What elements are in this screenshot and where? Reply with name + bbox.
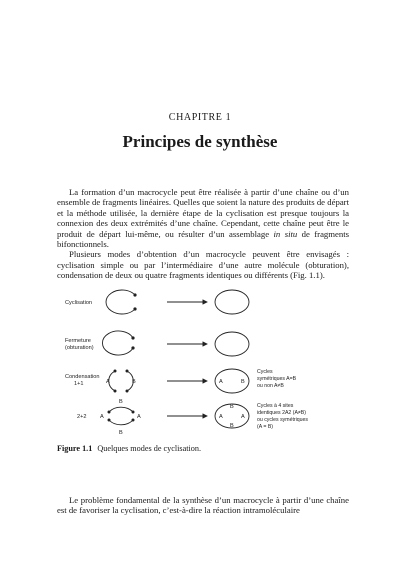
paragraph-2: Plusieurs modes d’obtention d’un macrocycle peuvent être envisagés : cyclisation simple ou par l’intermédiaire d’une autre molécule (obturation), condensation de deux ou quatre fragments identiques ou différents (Fig. 1.1). [57, 249, 349, 281]
figure-number: Figure 1.1 [57, 444, 93, 453]
note-4-line-2: identiques 2A2 (A≠B) [257, 410, 306, 416]
row-label-cyclisation: Cyclisation [65, 300, 93, 306]
paragraph-3: Le problème fondamental de la synthèse d’un macrocycle à partir d’une chaîne est de favoriser la cyclisation, c’est-à-dire la réaction intramoléculaire [57, 495, 349, 516]
figure-caption [57, 444, 201, 453]
letter-b-bottom-4: B [119, 430, 123, 436]
letter-a-right-3: A [219, 379, 223, 385]
row-label-1plus1: 1+1 [74, 381, 84, 387]
closing-text [57, 495, 349, 516]
paragraph-1 [57, 187, 349, 249]
letter-b-right-3: B [241, 379, 245, 385]
end-3c [126, 370, 129, 373]
end-3d [126, 390, 129, 393]
ring-2 [215, 332, 249, 356]
row-label-obturation: (obturation) [65, 345, 94, 351]
figure-1-1 [57, 287, 349, 437]
chapter-label: CHAPITRE 1 [168, 112, 232, 123]
end-4c [108, 419, 111, 422]
note-4-line-3: ou cycles symétriques [257, 417, 309, 423]
end-3a [114, 370, 117, 373]
letter-a-ring-right-4: A [241, 414, 245, 420]
end-4a [108, 411, 111, 414]
intro-text [57, 187, 349, 281]
letter-b-top-4: B [119, 399, 123, 405]
paragraph-1-text: La formation d’un macrocycle peut être réalisée à partir d’une chaîne ou d’un ensemble de fragments linéaires. Quelles que soient la nature des produits de départ et la méthode utilisée, la dernière étape de la cyclisation est presque toujours la connexion des deux extrémités d’une chaîne. Cependant, cette chaîne peut être le produit de départ lui-même, ou résulter d’un assemblage [57, 187, 349, 239]
letter-b-left-3: B [132, 379, 136, 385]
note-3-line-3: ou non A≠B [257, 383, 284, 389]
letter-a-left-3: A [106, 379, 110, 385]
ring-1 [215, 290, 249, 314]
open-chain-1 [106, 290, 135, 314]
chain-end-1b [133, 307, 136, 310]
end-3b [114, 390, 117, 393]
note-3-line-1: Cycles [257, 369, 273, 375]
chain-end-1a [133, 293, 136, 296]
end-4b [132, 411, 135, 414]
row-label-fermeture: Fermeture [65, 338, 91, 344]
fragment-bottom-4 [109, 420, 133, 425]
letter-a-right-4: A [137, 414, 141, 420]
paragraph-1-end: de fragments bifonctionnels. [57, 228, 350, 250]
chapter-title: Principes de synthèse [122, 132, 278, 151]
chain-end-2b [131, 346, 134, 349]
chain-end-2a [131, 336, 134, 339]
row-label-condensation: Condensation [65, 374, 100, 380]
letter-b-ring-bottom-4: B [230, 423, 234, 429]
note-4-line-1: Cycles à 4 sites [257, 403, 294, 409]
figure-caption-text: Quelques modes de cyclisation. [97, 444, 202, 453]
letter-b-ring-top-4: B [230, 404, 234, 410]
open-chain-2 [102, 331, 133, 355]
in-situ-term: in situ [273, 228, 298, 239]
end-4d [132, 419, 135, 422]
letter-a-ring-left-4: A [219, 414, 223, 420]
note-3-line-2: symétriques A=B [257, 376, 297, 382]
cyclisation-diagram [57, 287, 349, 437]
note-4-line-4: (A = B) [257, 424, 274, 430]
fragment-top-4 [109, 407, 133, 412]
letter-a-left-4: A [100, 414, 104, 420]
row-label-2plus2: 2+2 [77, 414, 87, 420]
